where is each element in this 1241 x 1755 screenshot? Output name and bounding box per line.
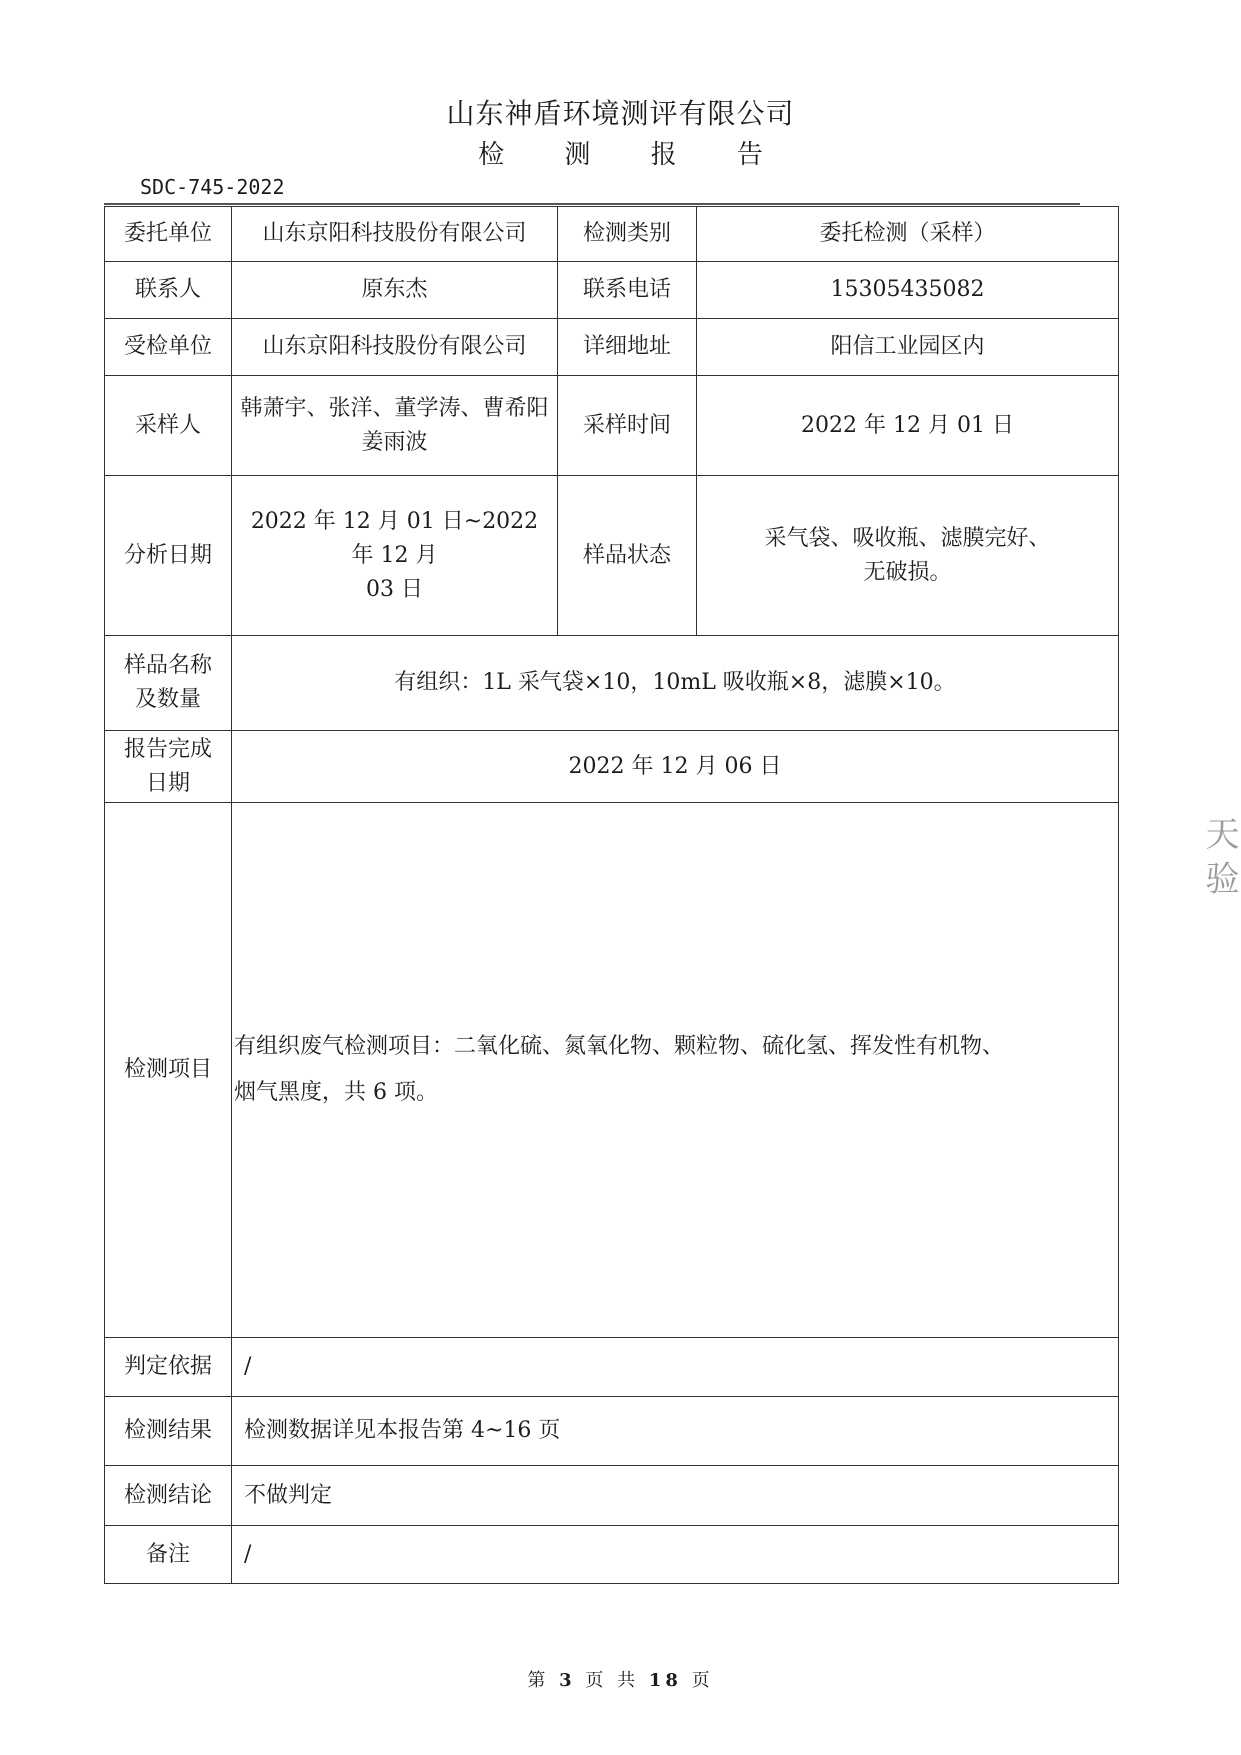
analysis-date-value — [232, 476, 558, 636]
sample-state-label: 样品状态 — [558, 476, 697, 636]
address-value: 阳信工业园区内 — [697, 319, 1119, 376]
table-row — [105, 1338, 1119, 1397]
phone-value: 15305435082 — [697, 262, 1119, 319]
table-row — [105, 636, 1119, 731]
analysis-date-line1: 2022 年 12 月 01 日~2022 年 12 月 — [250, 508, 539, 568]
sampler-value — [232, 376, 558, 476]
sampler-label: 采样人 — [105, 376, 232, 476]
page-number: 3 — [559, 1670, 576, 1691]
test-items-value — [232, 803, 1119, 1338]
sampling-time-value: 2022 年 12 月 01 日 — [697, 376, 1119, 476]
result-label: 检测结果 — [105, 1397, 232, 1466]
sample-name-label — [105, 636, 232, 731]
basis-label: 判定依据 — [105, 1338, 232, 1397]
company-name: 山东神盾环境测评有限公司 — [446, 97, 795, 130]
sample-name-label-line1: 样品名称 — [123, 653, 212, 678]
table-row — [105, 476, 1119, 636]
table-row — [105, 731, 1119, 803]
client-value: 山东京阳科技股份有限公司 — [232, 207, 558, 262]
sampler-value-line1: 韩萧宇、张洋、董学涛、曹希阳 — [240, 395, 549, 421]
inspected-unit-value: 山东京阳科技股份有限公司 — [232, 319, 558, 376]
conclusion-value: 不做判定 — [232, 1466, 1119, 1526]
analysis-date-line2: 03 日 — [366, 576, 423, 602]
client-label: 委托单位 — [105, 207, 232, 262]
basis-value: / — [232, 1338, 1119, 1397]
test-type-label: 检测类别 — [558, 207, 697, 262]
result-value: 检测数据详见本报告第 4~16 页 — [232, 1397, 1119, 1466]
contact-label: 联系人 — [105, 262, 232, 319]
contact-value: 原东杰 — [232, 262, 558, 319]
report-code: SDC-745-2022 — [140, 175, 285, 199]
sample-state-line1: 采气袋、吸收瓶、滤膜完好、 — [764, 525, 1051, 551]
footer-prefix: 第 — [527, 1670, 550, 1691]
test-type-value: 委托检测（采样） — [697, 207, 1119, 262]
seal-stamp-fragment: 天 验 — [1199, 815, 1239, 895]
table-row — [105, 319, 1119, 376]
conclusion-label: 检测结论 — [105, 1466, 232, 1526]
test-items-line1: 有组织废气检测项目：二氧化硫、氮氧化物、颗粒物、硫化氢、挥发性有机物、 — [234, 1034, 1005, 1059]
inspected-unit-label: 受检单位 — [105, 319, 232, 376]
table-row — [105, 262, 1119, 319]
report-date-label-line1: 报告完成 — [123, 736, 212, 762]
table-row — [105, 1526, 1119, 1584]
report-subtitle: 检 测 报 告 — [478, 140, 789, 170]
test-items-line2: 烟气黑度，共 6 项。 — [234, 1080, 438, 1105]
analysis-date-label: 分析日期 — [105, 476, 232, 636]
sampler-value-line2: 姜雨波 — [361, 429, 428, 455]
table-row — [105, 1397, 1119, 1466]
sample-name-value: 有组织：1L 采气袋×10，10mL 吸收瓶×8，滤膜×10。 — [232, 636, 1119, 731]
remark-label: 备注 — [105, 1526, 232, 1584]
table-row — [105, 207, 1119, 262]
test-items-label: 检测项目 — [105, 803, 232, 1338]
sampling-time-label: 采样时间 — [558, 376, 697, 476]
header-divider — [104, 203, 1080, 205]
total-pages: 18 — [648, 1670, 682, 1691]
sample-state-value — [697, 476, 1119, 636]
report-info-table — [104, 206, 1119, 1584]
remark-value: / — [232, 1526, 1119, 1584]
footer-suffix: 页 — [691, 1670, 714, 1691]
table-row — [105, 376, 1119, 476]
table-row — [105, 1466, 1119, 1526]
report-date-label — [105, 731, 232, 803]
sample-name-label-line2: 及数量 — [134, 687, 201, 712]
footer-middle: 页 共 — [585, 1670, 640, 1691]
report-date-value: 2022 年 12 月 06 日 — [232, 731, 1119, 803]
address-label: 详细地址 — [558, 319, 697, 376]
table-row — [105, 803, 1119, 1338]
page-footer — [0, 1666, 1241, 1692]
sample-state-line2: 无破损。 — [863, 559, 952, 585]
phone-label: 联系电话 — [558, 262, 697, 319]
report-date-label-line2: 日期 — [145, 770, 190, 796]
